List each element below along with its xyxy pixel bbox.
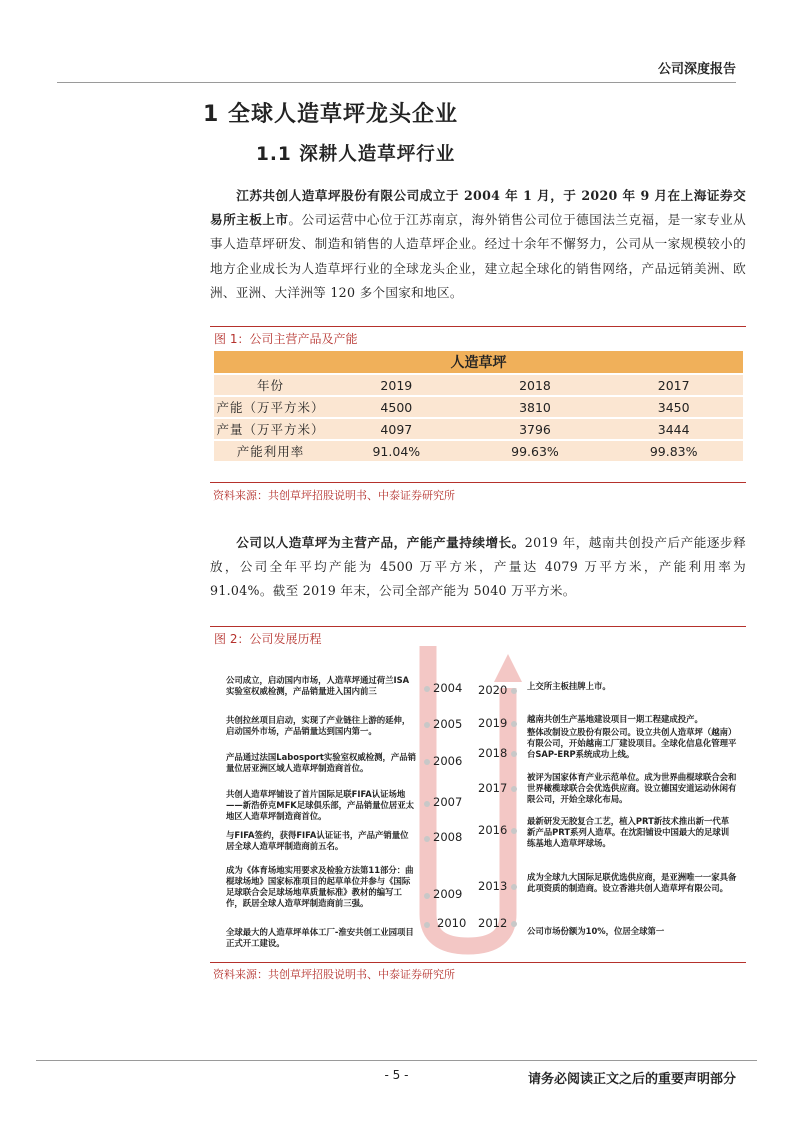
- table-cell: 3810: [466, 397, 605, 417]
- timeline-dot: [511, 688, 517, 694]
- timeline-event-text: 公司市场份额为10%，位居全球第一: [527, 926, 665, 936]
- timeline-event-text: 与FIFA签约，获得FIFA认证证书，产品产销量位居全球人造草坪制造商前五名。: [226, 830, 409, 851]
- timeline-year: 2012: [478, 916, 508, 930]
- report-type-label: 公司深度报告: [657, 62, 736, 77]
- intro-body-text: 。公司运营中心位于江苏南京，海外销售公司位于德国法兰克福，是一家专业从事人造草坪研发、制造和销售的人造草坪企业。经过十余年不懈努力，公司从一家规模较小的地方企业成长为人造草坪行业的全球龙头企业，建立起全球化的销售网络，产品远销美洲、欧洲、亚洲、大洋洲等 120 多个国家和地区。: [210, 212, 746, 300]
- timeline-year: 2009: [433, 887, 463, 901]
- capacity-table: [214, 349, 743, 463]
- timeline-dot: [424, 722, 430, 728]
- row-label: 年份: [214, 375, 327, 395]
- timeline-dot: [511, 786, 517, 792]
- table-cell: 3796: [466, 419, 605, 439]
- row-label: 产能利用率: [214, 441, 327, 461]
- table-cell: 99.63%: [466, 441, 605, 461]
- intro-bold-text: 江苏共创人造草坪股份有限公司成立于 2004 年 1 月，于 2020 年 9 月在上海证券交易所主板上市: [210, 188, 746, 228]
- timeline-dot: [511, 884, 517, 890]
- intro-paragraph: [210, 184, 746, 305]
- timeline-event-text: 产品通过法国Labosport实验室权威检测，产品销量位居亚洲区域人造草坪制造商首位。: [226, 752, 416, 773]
- subsection-heading: 1.1 深耕人造草坪行业: [256, 144, 456, 165]
- timeline-dot: [424, 686, 430, 692]
- row-label: 产能（万平方米）: [214, 397, 327, 417]
- figure2-source: 资料来源：共创草坪招股说明书、中泰证券研究所: [213, 968, 455, 981]
- timeline-year: 2018: [478, 746, 508, 760]
- figure2-source-divider: [210, 962, 746, 963]
- timeline-year: 2004: [433, 681, 463, 695]
- section-heading: 1 全球人造草坪龙头企业: [203, 102, 458, 127]
- timeline-event-text: 共创人造草坪铺设了首片国际足联FIFA认证场地——新浩侨克MFK足球俱乐部，产品销量位居亚太地区人造草坪制造商首位。: [226, 789, 415, 821]
- timeline-event-text: 被评为国家体育产业示范单位。成为世界曲棍球联合会和世界橄榄球联合会优选供应商。设立德国安道运动休闲有限公司，开始全球化布局。: [527, 772, 737, 804]
- figure1-source: 资料来源：共创草坪招股说明书、中泰证券研究所: [213, 489, 455, 502]
- table-cell: 2018: [466, 375, 605, 395]
- timeline-event-text: 公司成立，启动国内市场，人造草坪通过荷兰ISA实验室权威检测，产品销量进入国内前三: [226, 675, 410, 696]
- timeline-arrowhead: [494, 654, 522, 682]
- timeline-event-text: 越南共创生产基地建设项目一期工程建成投产。: [527, 714, 703, 724]
- table-cell: 3444: [604, 419, 743, 439]
- timeline-event-text: 全球最大的人造草坪单体工厂-淮安共创工业园项目正式开工建设。: [226, 927, 414, 948]
- table-header: 人造草坪: [214, 351, 743, 373]
- figure2-title: 图 2：公司发展历程: [214, 632, 322, 646]
- timeline-event-text: 整体改制设立股份有限公司。设立共创人造草坪（越南）有限公司，开始越南工厂建设项目。全球化信息化管理平台SAP-ERP系统成功上线。: [527, 727, 737, 759]
- footer-divider: [36, 1060, 757, 1061]
- table-cell: 3450: [604, 397, 743, 417]
- table-row: [214, 397, 743, 417]
- table-header-row: [214, 351, 743, 373]
- timeline-event-text: 上交所主板挂牌上市。: [527, 681, 611, 691]
- header-divider: [57, 82, 736, 83]
- timeline-dot: [424, 893, 430, 899]
- timeline-dot: [511, 751, 517, 757]
- table-row: [214, 441, 743, 461]
- timeline-event-text: 成为《体育场地实用要求及检验方法第11部分：曲棍球场地》国家标准项目的起草单位并参与《国际足球联合会足球场地草质量标准》教材的编写工作，跃居全球人造草坪制造商前三强。: [226, 865, 414, 908]
- timeline-dot: [424, 836, 430, 842]
- timeline-dot: [511, 921, 517, 927]
- timeline-year: 2008: [433, 830, 463, 844]
- capacity-body-text: 2019 年，越南共创投产后产能逐步释放，公司全年平均产能为 4500 万平方米，产量达 4079 万平方米，产能利用率为 91.04%。截至 2019 年末，公司全部产能为 5040 万平方米。: [210, 535, 746, 599]
- timeline-event-text: 成为全球九大国际足联优选供应商，是亚洲唯一一家具备此项资质的制造商。设立香港共创人造草坪有限公司。: [527, 872, 737, 893]
- table-cell: 4500: [327, 397, 466, 417]
- timeline-event-text: 最新研发无胶复合工艺，植入PRT新技术推出新一代革新产品PRT系列人造草。在沈阳铺设中国最大的足球训练基地人造草坪球场。: [527, 816, 730, 848]
- disclaimer-note: 请务必阅读正文之后的重要声明部分: [527, 1072, 736, 1087]
- table-cell: 2019: [327, 375, 466, 395]
- timeline-event-text: 共创拉丝项目启动，实现了产业链往上游的延伸，启动国外市场，产品销量达到国内第一。: [226, 715, 411, 736]
- table-row: [214, 419, 743, 439]
- timeline-year: 2010: [437, 916, 467, 930]
- timeline-year: 2006: [433, 754, 463, 768]
- timeline-dot: [424, 801, 430, 807]
- timeline-year: 2020: [478, 683, 508, 697]
- timeline-year: 2013: [478, 879, 508, 893]
- figure1-source-divider: [210, 482, 746, 483]
- timeline-dot: [424, 922, 430, 928]
- timeline-year: 2016: [478, 823, 508, 837]
- timeline-year: 2005: [433, 717, 463, 731]
- capacity-paragraph: [210, 531, 746, 604]
- figure1-title: 图 1：公司主营产品及产能: [214, 332, 358, 346]
- timeline-dot: [511, 828, 517, 834]
- row-label: 产量（万平方米）: [214, 419, 327, 439]
- timeline-dot: [511, 721, 517, 727]
- table-cell: 99.83%: [604, 441, 743, 461]
- table-row: [214, 375, 743, 395]
- timeline-year: 2007: [433, 795, 463, 809]
- table-cell: 4097: [327, 419, 466, 439]
- page-number: - 5 -: [384, 1068, 409, 1082]
- table-cell: 91.04%: [327, 441, 466, 461]
- timeline-year: 2019: [478, 716, 508, 730]
- timeline-dot: [424, 759, 430, 765]
- capacity-bold-text: 公司以人造草坪为主营产品，产能产量持续增长。: [236, 535, 525, 550]
- timeline-year: 2017: [478, 781, 508, 795]
- table-cell: 2017: [604, 375, 743, 395]
